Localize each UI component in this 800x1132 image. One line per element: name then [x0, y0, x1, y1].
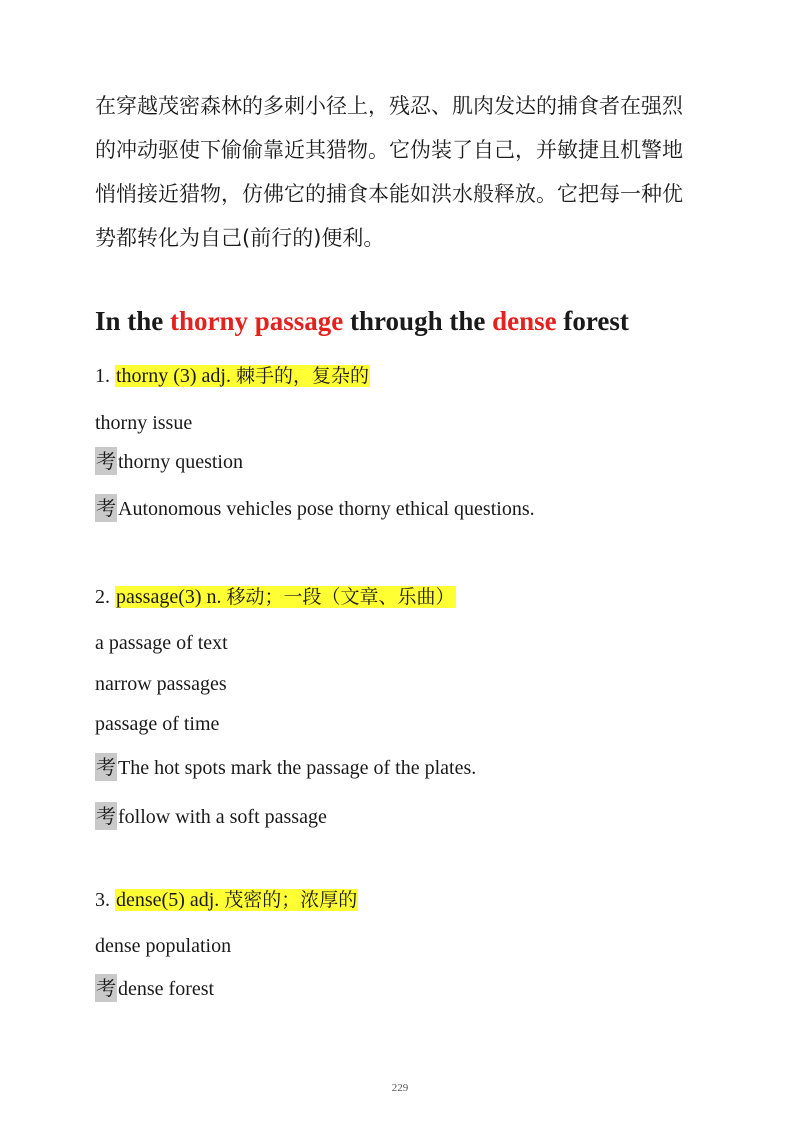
entry-number: 1. — [95, 365, 115, 387]
example-line — [95, 409, 192, 437]
example-line — [95, 447, 243, 476]
intro-line: 在穿越茂密森林的多刺小径上，残忍、肌肉发达的捕食者在强烈 — [95, 94, 683, 118]
example-text: dense population — [95, 935, 232, 957]
entry-highlight — [115, 365, 370, 387]
example-text: dense forest — [118, 978, 215, 1000]
example-line — [95, 932, 231, 960]
intro-paragraph — [95, 84, 710, 260]
example-line — [95, 974, 214, 1003]
exam-mark-badge: 考 — [96, 976, 116, 1000]
example-text: a passage of text — [95, 632, 228, 654]
entry-highlight — [115, 586, 456, 608]
heading-text: In the — [95, 306, 171, 336]
exam-mark-badge: 考 — [96, 755, 116, 779]
heading-keyword-dense: dense — [492, 306, 557, 336]
intro-line: 悄悄接近猎物，仿佛它的捕食本能如洪水般释放。它把每一种优 — [95, 182, 683, 206]
entry-term: dense(5) adj. — [116, 889, 225, 911]
page-number: 229 — [391, 1082, 409, 1094]
example-line — [95, 710, 219, 738]
example-text: The hot spots mark the passage of the plates. — [118, 757, 477, 779]
example-text: follow with a soft passage — [118, 806, 327, 828]
entry-meaning: 茂密的；浓厚的 — [224, 889, 358, 911]
vocab-entry-passage — [95, 583, 456, 611]
example-text: thorny question — [118, 451, 243, 473]
example-text: passage of time — [95, 713, 220, 735]
intro-line: 的冲动驱使下偷偷靠近其猎物。它伪装了自己，并敏捷且机警地 — [95, 138, 683, 162]
intro-line: 势都转化为自己(前行的)便利。 — [95, 226, 385, 250]
entry-highlight — [115, 889, 358, 911]
entry-number: 2. — [95, 586, 115, 608]
entry-term: thorny (3) adj. — [116, 365, 236, 387]
example-line — [95, 629, 228, 657]
entry-meaning: 棘手的，复杂的 — [235, 365, 369, 387]
vocab-entry-dense — [95, 886, 358, 914]
exam-mark-badge: 考 — [96, 449, 116, 473]
heading-text: forest — [556, 306, 629, 336]
example-line — [95, 494, 535, 523]
example-text: thorny issue — [95, 412, 193, 434]
section-heading — [95, 306, 629, 337]
example-text: Autonomous vehicles pose thorny ethical questions. — [118, 498, 535, 520]
vocab-entry-thorny — [95, 362, 370, 390]
entry-number: 3. — [95, 889, 115, 911]
entry-meaning: 移动；一段（文章、乐曲） — [226, 586, 455, 608]
example-line — [95, 670, 227, 698]
example-line — [95, 802, 327, 831]
exam-mark-badge: 考 — [96, 804, 116, 828]
entry-term: passage(3) n. — [116, 586, 227, 608]
heading-text: through the — [343, 306, 493, 336]
heading-keyword-thorny-passage: thorny passage — [170, 306, 344, 336]
example-text: narrow passages — [95, 673, 227, 695]
example-line — [95, 753, 476, 782]
exam-mark-badge: 考 — [96, 496, 116, 520]
